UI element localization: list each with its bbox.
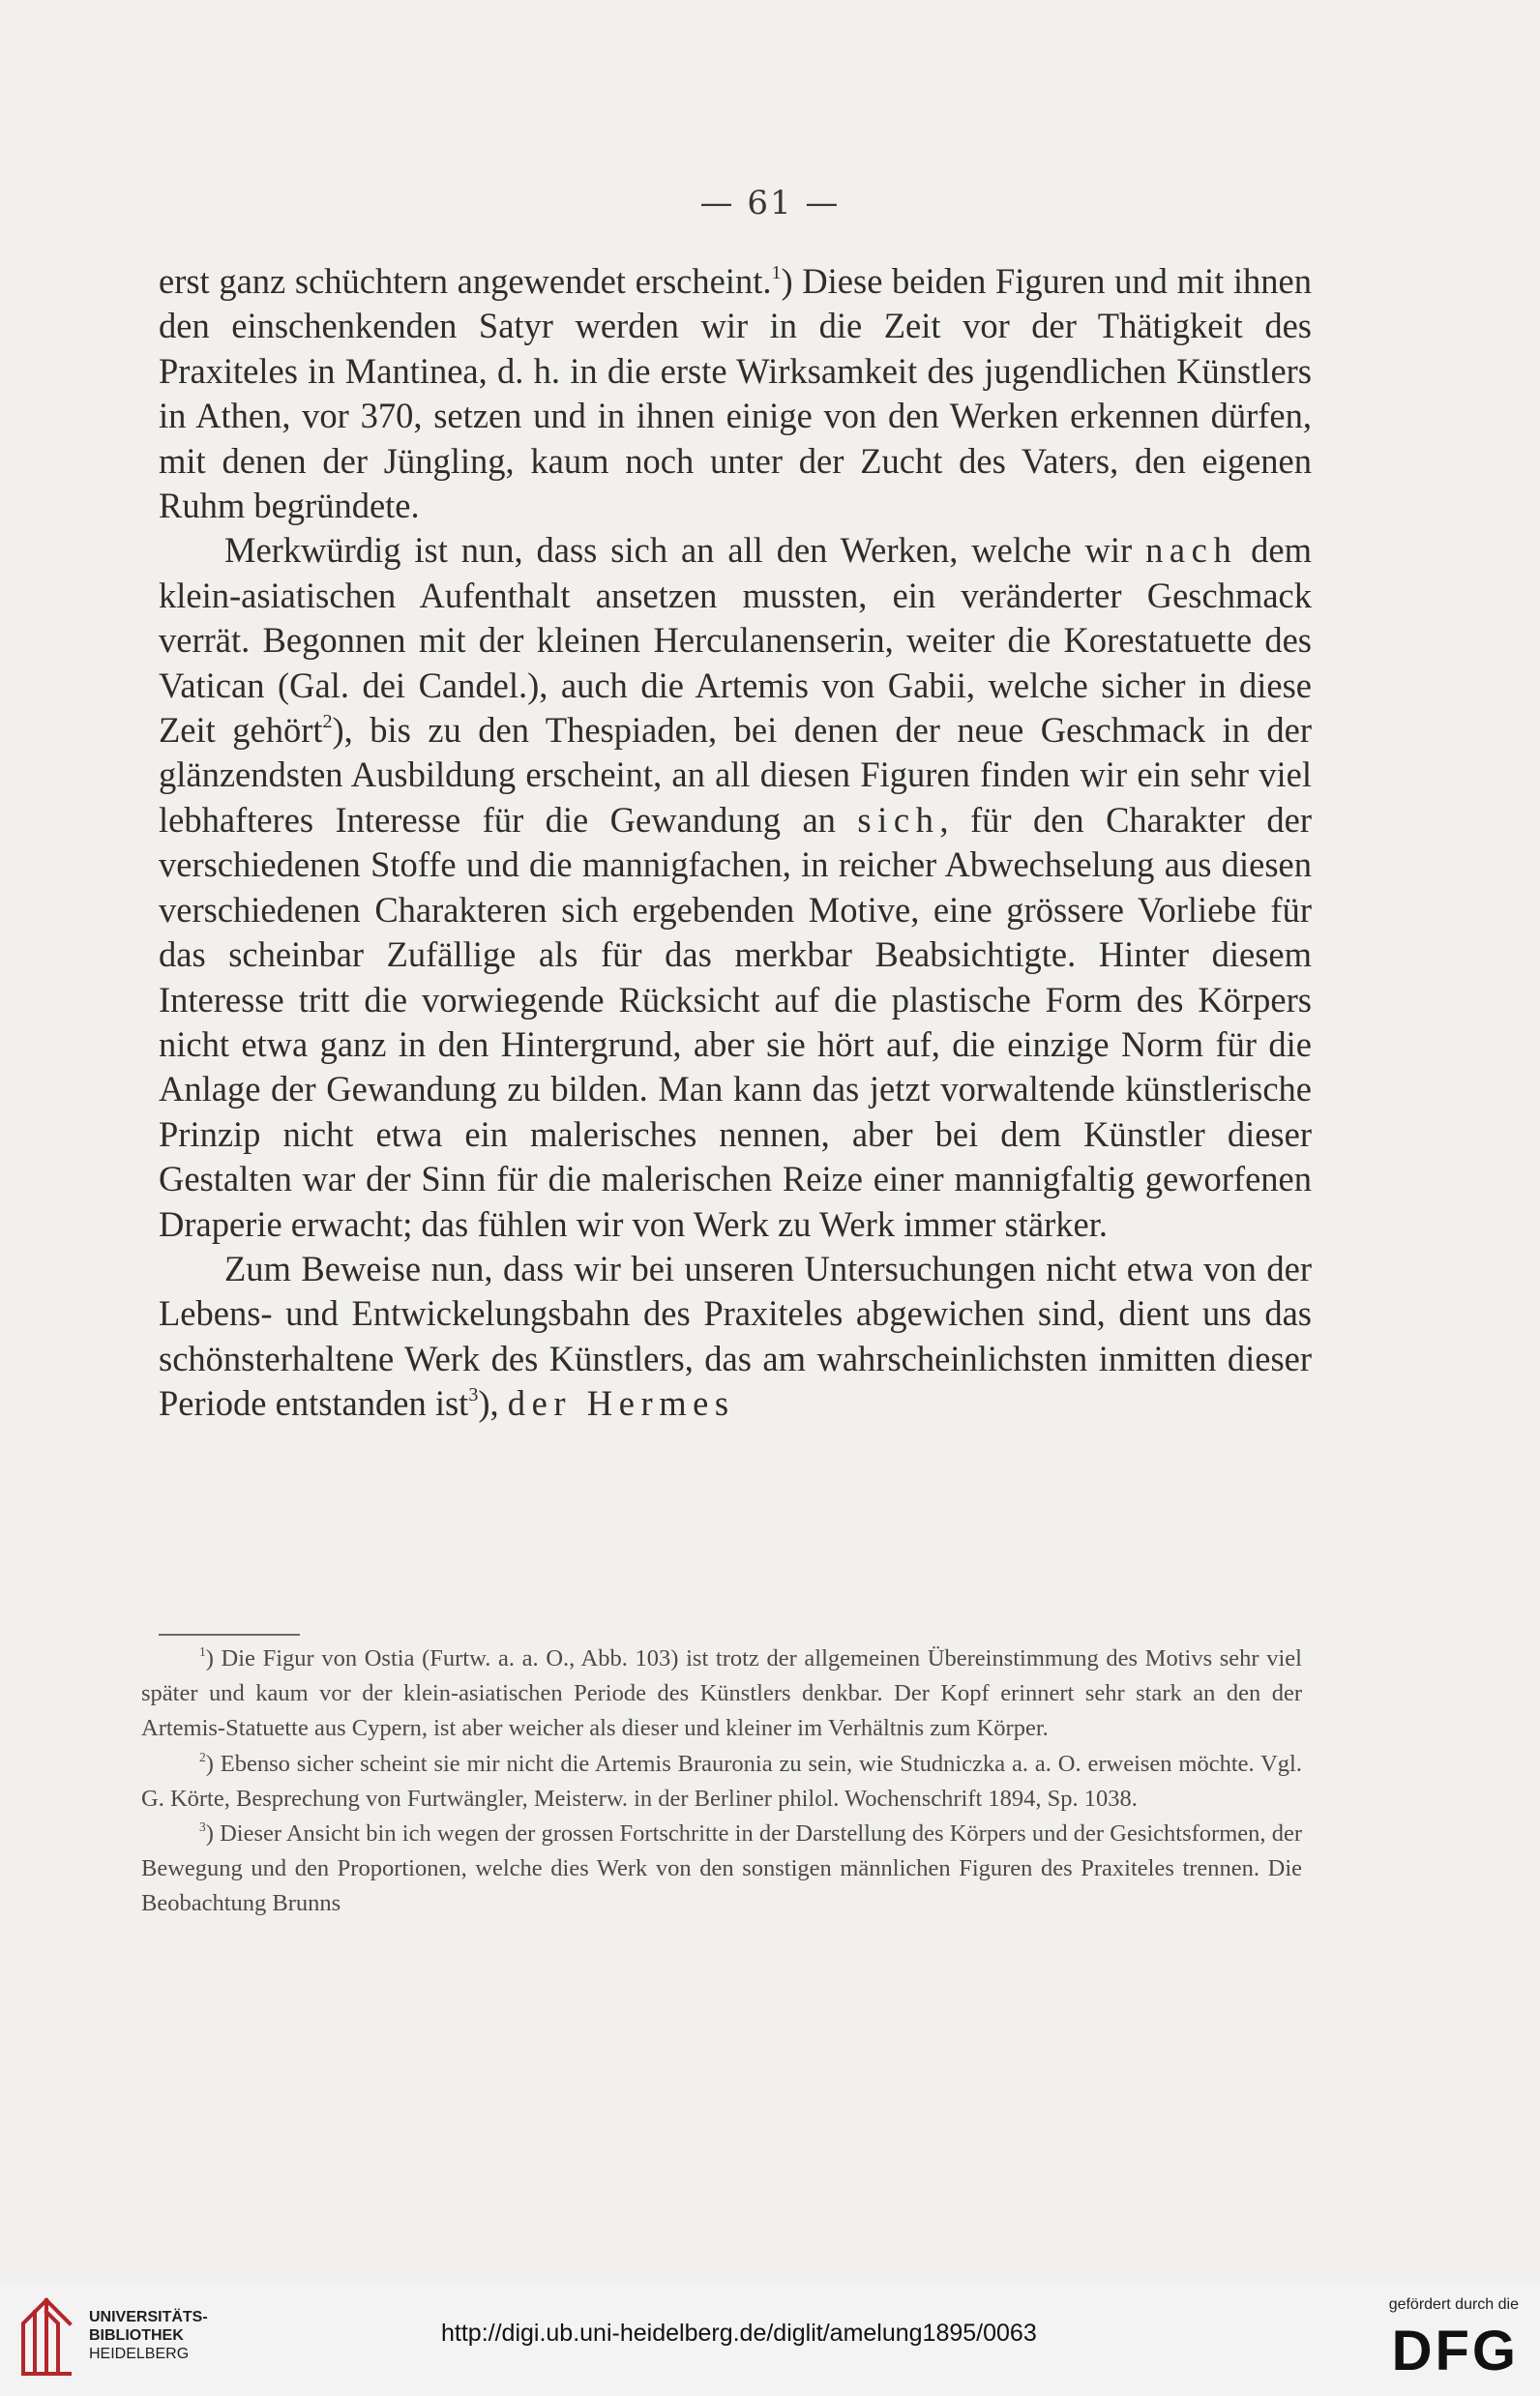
spaced-word-sich: sich [857, 799, 940, 840]
funded-by-label: gefördert durch die [1388, 2296, 1519, 2313]
footnote-ref-2: 2 [322, 711, 333, 733]
page-number: — 61 — [699, 184, 841, 222]
paragraph-2-text-c: ), bis zu den Thespiaden, bei denen der neue Geschmack in der glänzendsten Ausbildung erscheint, an all diesen Figuren finden wir ein sehr viel lebhafteres Interesse für die Gewandung an [159, 710, 1312, 840]
footnote-ref-3: 3 [468, 1384, 479, 1406]
library-name [89, 2308, 208, 2363]
footnote-text: ) Die Figur von Ostia (Furtw. a. a. O., Abb. 103) ist trotz der allgemeinen Übereinstimmung des Motivs sehr viel später und kaum vor der klein-asiatischen Periode des Künstlers denkbar. Der Kopf erinnert sehr stark an den der Artemis-Statuette aus Cypern, ist aber weicher als dieser und kleiner im Verhältnis zum Körper. [141, 1645, 1302, 1742]
footnote-mark: 3 [199, 1819, 206, 1834]
paragraph-1-text-b: ) Diese beiden Figuren und mit ihnen den einschenkenden Satyr werden wir in die Zeit vor der Thätigkeit des Praxiteles in Mantinea, d. h. in die erste Wirksamkeit des jugendlichen Künstlers in Athen, vor 370, setzen und in ihnen einige von den Werken erkennen dürfen, mit denen der Jüngling, kaum noch unter der Zucht des Vaters, den eigenen Ruhm begründete. [159, 261, 1312, 526]
footer-bar [0, 2283, 1540, 2396]
footnote-2 [141, 1747, 1302, 1817]
paragraph-2-text-d: , für den Charakter der verschiedenen Stoffe und die mannigfachen, in reicher Abwechselung aus diesen verschiedenen Charakteren sich ergebenden Motive, eine grössere Vorliebe für das scheinbar Zufällige als für das merkbar Beabsichtigte. Hinter diesem Interesse tritt die vorwiegende Rücksicht auf die plastische Form des Körpers nicht etwa ganz in den Hintergrund, aber sie hört auf, die einzige Norm für die Anlage der Gewandung zu bilden. Man kann das jetzt vorwaltende künstlerische Prinzip nicht etwa ein malerisches nennen, aber bei dem Künstler dieser Gestalten war der Sinn für die malerischen Reize einer mannigfaltig geworfenen Draperie erwacht; das fühlen wir von Werk zu Werk immer stärker. [159, 799, 1313, 1244]
footnote-divider [159, 1634, 300, 1636]
footnotes [141, 1642, 1302, 1922]
paragraph-3 [159, 1247, 1312, 1427]
footnote-text: ) Ebenso sicher scheint sie mir nicht die Artemis Brauronia zu sein, wie Studniczka a. a. O. erweisen möchte. Vgl. G. Körte, Besprechung von Furtwängler, Meisterw. in der Berliner philol. Wochenschrift 1894, Sp. 1038. [141, 1750, 1302, 1812]
library-name-line-1: UNIVERSITÄTS- [89, 2309, 208, 2325]
footnote-text: ) Dieser Ansicht bin ich wegen der grossen Fortschritte in der Darstellung des Körpers und der Gesichtsformen, der Bewegung und den Proportionen, welche dies Werk von den sonstigen männlichen Figuren des Praxiteles trennen. Die Beobachtung Brunns [141, 1820, 1302, 1917]
footnote-mark: 2 [199, 1749, 206, 1764]
paragraph-2-text-b: dem klein-asiatischen Aufenthalt ansetzen mussten, ein veränderter Geschmack verrät. Begonnen mit der kleinen Herculanenserin, weiter die Korestatuette des Vatican (Gal. dei Candel.), auch die Artemis von Gabii, welche sicher in diese Zeit gehört [159, 530, 1313, 751]
footnote-mark: 1 [199, 1643, 206, 1659]
footnote-1 [141, 1642, 1302, 1747]
paragraph-1-text-a: erst ganz schüchtern angewendet erscheint. [159, 261, 772, 301]
library-logo-icon [17, 2296, 75, 2378]
permalink-url[interactable]: http://digi.ub.uni-heidelberg.de/diglit/amelung1895/0063 [441, 2320, 1037, 2347]
paragraph-2 [159, 528, 1312, 1247]
footnote-ref-1: 1 [771, 261, 782, 283]
paragraph-1 [159, 259, 1312, 528]
spaced-word-nach: nach [1145, 530, 1238, 571]
paragraph-3-text-a: Zum Beweise nun, dass wir bei unseren Untersuchungen nicht etwa von der Lebens- und Entwickelungsbahn des Praxiteles abgewichen sind, dient uns das schönsterhaltene Werk des Künstlers, das am wahrscheinlichsten inmitten dieser Periode entstanden ist [159, 1248, 1312, 1424]
spaced-word-der-hermes: der Hermes [507, 1383, 735, 1424]
footnote-3 [141, 1817, 1302, 1922]
paragraph-2-text-a: Merkwürdig ist nun, dass sich an all den Werken, welche wir [224, 530, 1146, 571]
library-name-line-3: HEIDELBERG [89, 2346, 190, 2362]
paragraph-3-text-b: ), [478, 1383, 508, 1424]
main-text [159, 259, 1312, 1427]
dfg-logo: DFG [1391, 2320, 1519, 2382]
library-name-line-2: BIBLIOTHEK [89, 2327, 184, 2344]
